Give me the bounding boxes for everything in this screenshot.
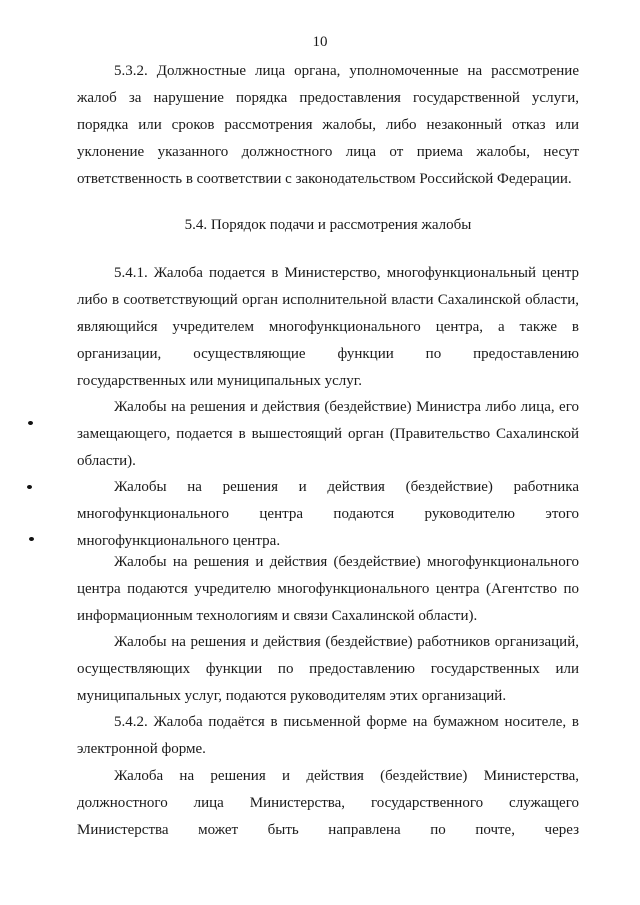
paragraph-line: центра подаются учредителю многофункционального центра (Агентство по <box>77 581 579 597</box>
paragraph-line: осуществляющих функции по предоставлению государственных или <box>77 661 579 677</box>
paragraph-line: муниципальных услуг, подаются руководителям этих организаций. <box>77 688 507 704</box>
paragraph-line: информационным технологиям и связи Сахалинской области). <box>77 608 478 624</box>
paragraph-line: 5.4.2. Жалоба подаётся в письменной форме на бумажном носителе, в <box>114 714 579 730</box>
paragraph-line: многофункционального центра. <box>77 533 281 549</box>
page-number: 10 <box>312 34 328 50</box>
scan-speck <box>28 421 33 425</box>
paragraph-line: 5.3.2. Должностные лица органа, уполномоченные на рассмотрение <box>114 63 579 79</box>
paragraph-line: ответственность в соответствии с законодательством Российской Федерации. <box>77 171 572 187</box>
paragraph-line: должностного лица Министерства, государственного служащего <box>77 795 579 811</box>
paragraph-line: Жалобы на решения и действия (бездействие) работника <box>114 479 579 495</box>
paragraph-line: организации, осуществляющие функции по предоставлению <box>77 346 579 362</box>
paragraph-line: Жалобы на решения и действия (бездействие) многофункционального <box>114 554 579 570</box>
paragraph-line: Министерства может быть направлена по почте, через <box>77 822 579 838</box>
paragraph-line: являющийся учредителем многофункционального центра, а также в <box>77 319 579 335</box>
paragraph-line: государственных или муниципальных услуг. <box>77 373 362 389</box>
scan-speck <box>27 485 32 489</box>
paragraph-line: электронной форме. <box>77 741 206 757</box>
paragraph-line: замещающего, подается в вышестоящий орган (Правительство Сахалинской <box>77 426 579 442</box>
section-heading: 5.4. Порядок подачи и рассмотрения жалобы <box>184 217 472 233</box>
paragraph-line: Жалобы на решения и действия (бездействие) работников организаций, <box>114 634 579 650</box>
paragraph-line: порядка или сроков рассмотрения жалобы, либо незаконный отказ или <box>77 117 579 133</box>
paragraph-line: многофункционального центра подаются руководителю этого <box>77 506 579 522</box>
paragraph-line: жалоб за нарушение порядка предоставления государственной услуги, <box>77 90 579 106</box>
paragraph-line: либо в соответствующий орган исполнительной власти Сахалинской области, <box>77 292 579 308</box>
paragraph-line: области). <box>77 453 136 469</box>
paragraph-line: 5.4.1. Жалоба подается в Министерство, многофункциональный центр <box>114 265 579 281</box>
scan-speck <box>29 537 34 541</box>
paragraph-line: Жалобы на решения и действия (бездействие) Министра либо лица, его <box>114 399 579 415</box>
paragraph-line: уклонение указанного должностного лица от приема жалобы, несут <box>77 144 579 160</box>
paragraph-line: Жалоба на решения и действия (бездействие) Министерства, <box>114 768 579 784</box>
